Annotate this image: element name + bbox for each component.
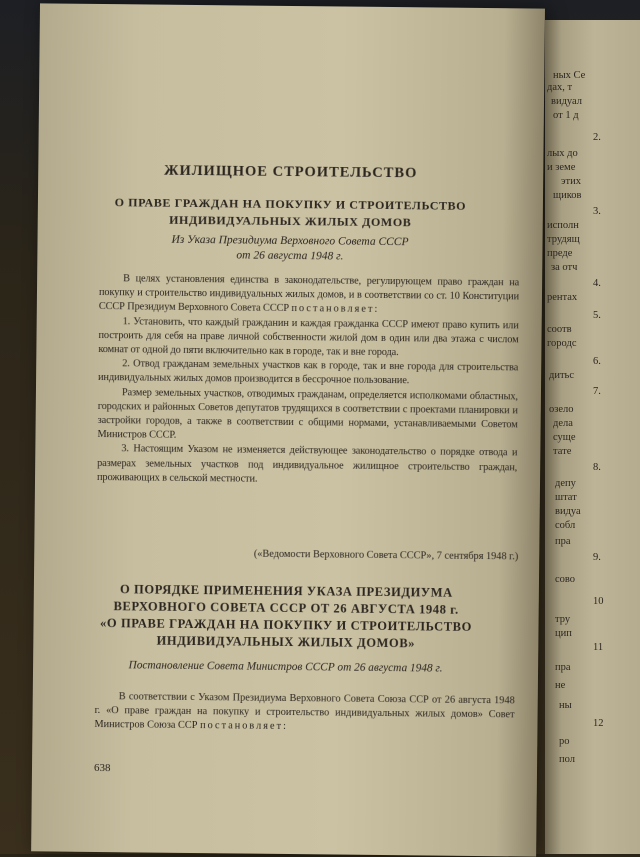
right-page-text-fragment: 5.: [593, 310, 601, 321]
right-page-text-fragment: пол: [559, 754, 575, 765]
right-page-text-fragment: от 1 д: [553, 110, 579, 121]
right-page-text-fragment: преде: [547, 248, 573, 259]
book-page-right: [545, 20, 640, 854]
page-number: 638: [93, 761, 111, 775]
paragraph-text: В целях установления единства в законодательстве, регулирующем право граждан на покупку и строительство индивидуальных жилых домов, и в соответствии со ст. 10 Конституции СССР Президиум Верховного Совета СССР: [98, 273, 520, 315]
right-page-text-fragment: не: [555, 680, 566, 691]
paragraph: 2. Отвод гражданам земельных участков как в городе, так и вне города для строительства индивидуальных жилых домов производится в бессрочное пользование.: [98, 358, 519, 387]
paragraph: [99, 272, 519, 319]
right-page-text-fragment: сово: [555, 574, 576, 585]
right-page-text-fragment: видуал: [551, 96, 583, 107]
right-page-text-fragment: 6.: [593, 356, 601, 367]
paragraph: 1. Установить, что каждый гражданин и каждая гражданка СССР имеют право купить или построить для себя на праве личной собственности жилой дом в один или два этажа с числом комнат от одной до пяти включительно как в городе, так и вне города.: [98, 315, 519, 359]
right-page-text-fragment: дела: [553, 418, 573, 429]
right-page-text-fragment: лых до: [547, 148, 578, 159]
right-page-text-fragment: ро: [559, 736, 570, 747]
right-page-text-fragment: пра: [555, 536, 571, 547]
right-page-text-fragment: видуа: [555, 506, 581, 517]
right-page-text-fragment: озело: [549, 404, 574, 415]
right-page-text-fragment: депу: [555, 478, 576, 489]
right-page-text-fragment: 8.: [593, 462, 601, 473]
right-page-text-fragment: собл: [555, 520, 576, 531]
right-page-text-fragment: ных Се: [553, 70, 586, 81]
page-content: [31, 3, 545, 856]
resolution-title: [33, 580, 539, 653]
decree-source-line: Из Указа Президиума Верховного Совета СССР: [171, 233, 409, 249]
right-page-text-fragment: рентах: [547, 292, 578, 303]
paragraph: Размер земельных участков, отводимых гражданам, определяется исполкомами областных, городских и районных Советов депутатов трудящихся в соответствии с проектами планировки и застройки городов, а также в соответствии с общими нормами, устанавливаемыми Советом Министров СССР.: [97, 386, 518, 442]
section-title: ЖИЛИЩНОЕ СТРОИТЕЛЬСТВО: [164, 162, 418, 182]
decree-source-line: от 26 августа 1948 г.: [236, 249, 344, 263]
resolution-title-line: ИНДИВИДУАЛЬНЫХ ЖИЛЫХ ДОМОВ»: [156, 633, 416, 651]
right-page-text-fragment: этих: [561, 176, 581, 187]
right-page-text-fragment: 7.: [593, 386, 601, 397]
resolution-source: Постановление Совета Министров СССР от 26 августа 1948 г.: [128, 659, 443, 675]
right-page-text-fragment: цип: [555, 628, 572, 639]
paragraph: [94, 690, 514, 737]
decree-title: [38, 193, 543, 232]
right-page-text-fragment: 11: [593, 642, 604, 653]
right-page-text-fragment: ны: [559, 700, 572, 711]
resolution-body: [94, 690, 514, 737]
right-page-text-fragment: штат: [555, 492, 577, 503]
right-page-text-fragment: соотв: [547, 324, 572, 335]
paragraph-text: В соответствии с Указом Президиума Верховного Совета Союза ССР от 26 августа 1948 г. «О праве граждан на покупку и строительство индивидуальных жилых домов» Совет Министров Союза ССР: [94, 691, 515, 732]
publication-reference: («Ведомости Верховного Совета СССР», 7 сентября 1948 г.): [253, 548, 519, 563]
right-page-text-fragment: 10: [593, 596, 604, 607]
right-page-text-fragment: и земе: [547, 162, 576, 173]
right-page-text-fragment: дах, т: [547, 82, 573, 93]
right-page-text-fragment: суще: [553, 432, 576, 443]
right-page-text-fragment: тру: [555, 614, 571, 625]
right-page-text-fragment: пра: [555, 662, 571, 673]
right-page-text-fragment: за отч: [551, 262, 578, 273]
right-page-text-fragment: 2.: [593, 132, 601, 143]
decree-body: [97, 272, 519, 489]
right-page-text-fragment: 12: [593, 718, 604, 729]
right-page-text-fragment: трудящ: [547, 234, 580, 245]
resolution-title-line: ВЕРХОВНОГО СОВЕТА СССР ОТ 26 АВГУСТА 1948 г.: [113, 599, 459, 617]
right-page-text-fragment: 9.: [593, 552, 601, 563]
decree-source: [37, 231, 542, 266]
right-page-text-fragment: исполн: [547, 220, 579, 231]
emphasis-text: постановляет:: [199, 720, 288, 733]
emphasis-text: постановляет:: [291, 303, 380, 316]
right-page-text-fragment: 4.: [593, 278, 601, 289]
right-page-text-fragment: дитьс: [549, 370, 574, 381]
resolution-title-line: «О ПРАВЕ ГРАЖДАН НА ПОКУПКУ И СТРОИТЕЛЬСТВО: [100, 616, 473, 634]
decree-title-line: О ПРАВЕ ГРАЖДАН НА ПОКУПКУ И СТРОИТЕЛЬСТВО: [114, 195, 467, 213]
right-page-text-fragment: городс: [547, 338, 577, 349]
book-page-left: [31, 3, 545, 856]
resolution-title-line: О ПОРЯДКЕ ПРИМЕНЕНИЯ УКАЗА ПРЕЗИДИУМА: [119, 582, 453, 600]
right-page-text-fragment: тате: [553, 446, 572, 457]
right-page-text-fragment: щиков: [553, 190, 582, 201]
paragraph: 3. Настоящим Указом не изменяется действующее законодательство о порядке отвода и размерах земельных участков под индивидуальное жилищное строительство граждан, проживающих в сельской местности.: [96, 443, 518, 485]
right-page-text-fragment: 3.: [593, 206, 601, 217]
decree-title-line: ИНДИВИДУАЛЬНЫХ ЖИЛЫХ ДОМОВ: [169, 212, 412, 230]
